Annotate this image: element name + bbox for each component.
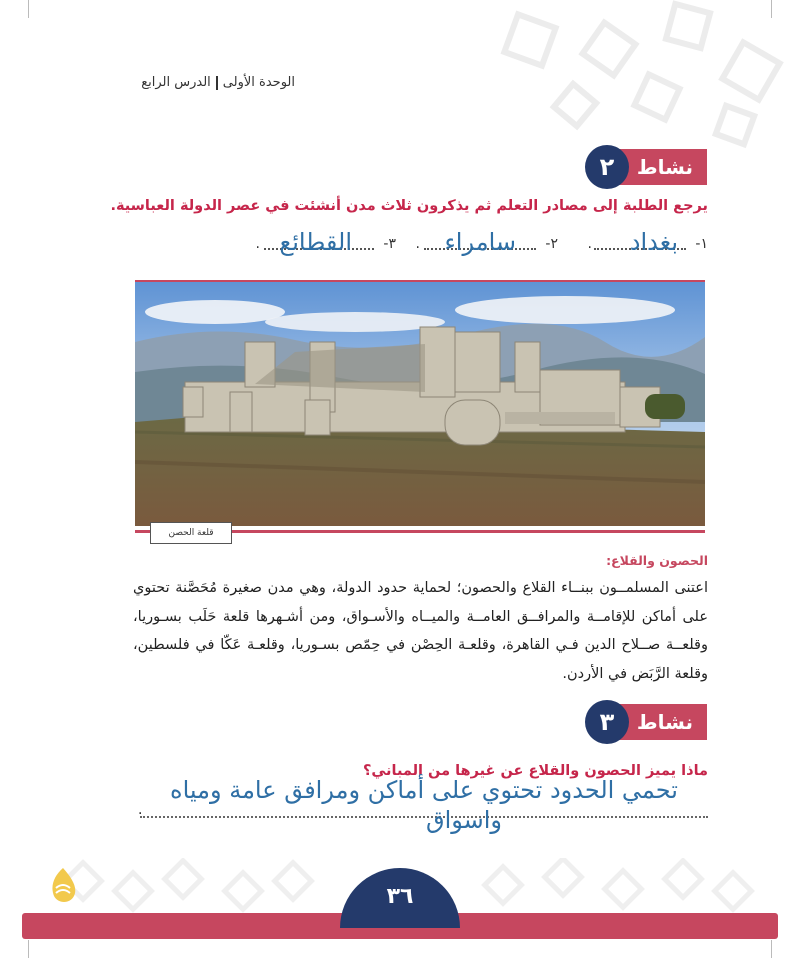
answer-marker-1: ١- — [695, 236, 708, 252]
photo-caption: قلعة الحصن — [150, 522, 232, 544]
castle-photo — [135, 282, 705, 526]
publisher-logo-icon — [46, 866, 80, 906]
answer-handwriting-2: سامراء — [444, 228, 516, 256]
page-header — [141, 75, 295, 90]
answer-end-dot-2: . — [415, 236, 420, 252]
activity-3-answer — [140, 776, 708, 836]
answer-marker-3: ٣- — [383, 236, 396, 252]
answer-end-dot-1: . — [587, 236, 592, 252]
section-title: الحصون والقلاع: — [606, 553, 708, 568]
activity-2-badge — [585, 145, 707, 189]
activity-number: ٣ — [585, 700, 629, 744]
activity-3-badge — [585, 700, 707, 744]
header-divider — [216, 76, 218, 90]
background-pattern — [470, 0, 800, 150]
page-number: ٣٦ — [340, 868, 460, 928]
lesson-label: الدرس الرابع — [141, 75, 211, 90]
activity-label: نشاط — [587, 704, 707, 740]
answer-handwriting-line-1: تحمي الحدود تحتوي على أماكن ومرافق عامة ومياه — [170, 776, 678, 804]
activity-2-answers — [148, 224, 708, 260]
answer-handwriting-1: بغداد — [629, 228, 678, 256]
crop-mark — [771, 940, 772, 958]
answer-handwriting-3: القطائع — [279, 228, 352, 256]
crop-mark — [28, 0, 29, 18]
crop-mark — [28, 940, 29, 958]
activity-number: ٢ — [585, 145, 629, 189]
section-paragraph: اعتنى المسلمــون ببنــاء القلاع والحصون؛ لحماية حدود الدولة، وهي مدن صغيرة مُحَصَّنة تحتوي على أماكن للإقامــة والمرافــق العامــة والميــاه والأسـواق، ومن أشـهرها قلعة حَلَب بسـوريا، وقلعــة صــلاح الدين فـي القاهرة، وقلعـة الحِصْن في حِمّص بسـوريا، وقلعـة عَكّا في فلسطين، وقلعة الرَّبَض في الأردن. — [133, 580, 708, 682]
activity-2-question: يرجع الطلبة إلى مصادر التعلم ثم يذكرون ثلاث مدن أنشئت في عصر الدولة العباسية. — [110, 198, 708, 214]
activity-label: نشاط — [587, 149, 707, 185]
answer-marker-2: ٢- — [545, 236, 558, 252]
answer-handwriting-line-2: واسواق — [425, 806, 503, 834]
answer-end-dot: . — [138, 802, 143, 818]
activity-3-question: ماذا يميز الحصون والقلاع عن غيرها من المباني؟ — [362, 763, 708, 779]
answer-end-dot-3: . — [255, 236, 260, 252]
unit-label: الوحدة الأولى — [222, 75, 295, 90]
